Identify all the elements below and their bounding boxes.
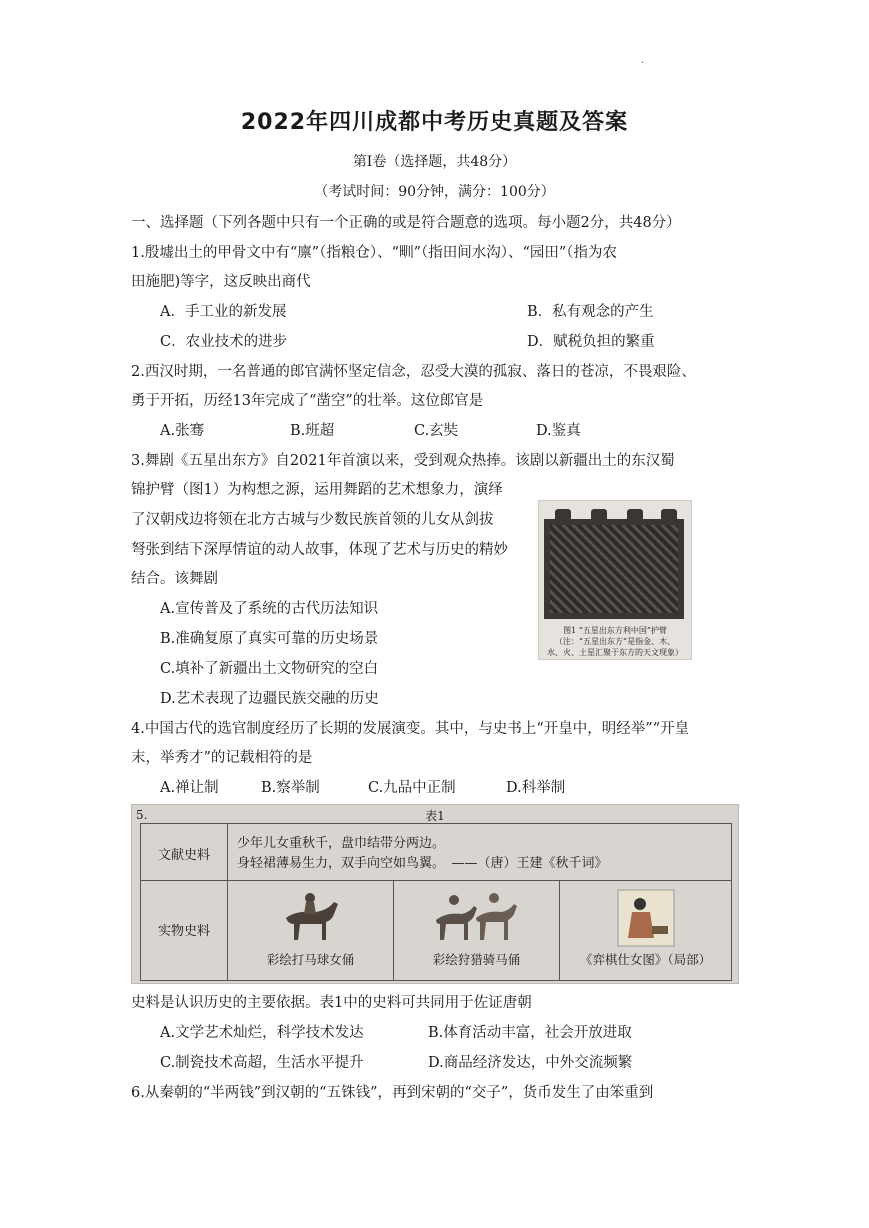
table1-title: 表1 [425,809,445,823]
q2-stem-line2: 勇于开拓，历经13年完成了“凿空”的壮举。这位郎官是 [131,393,484,409]
q3-stem-line3: 了汉朝戍边将领在北方古城与少数民族首领的儿女从剑拔 [131,512,494,528]
header-mark: · [641,58,645,69]
q3-stem-line5: 结合。该舞剧 [131,571,218,587]
q3-option-b: B.准确复原了真实可靠的历史场景 [160,631,379,647]
q3-stem-line1: 3.舞剧《五星出东方》自2021年首演以来，受到观众热捧。该剧以新疆出土的东汉蜀 [131,453,675,469]
horse-figurine-icon [276,888,346,946]
rider-figurines-icon [432,888,522,946]
q4-option-b: B.察举制 [261,780,320,796]
q4-stem-line2: 末，举秀才”的记载相符的是 [131,750,313,766]
q5-option-c: C.制瓷技术高超，生活水平提升 [160,1055,364,1071]
q1-option-c: C．农业技术的进步 [160,334,288,350]
q1-stem-line1: 1.殷墟出土的甲骨文中有“廪”（指粮仓）、“甽”（指田间水沟）、“园田”（指为农 [131,245,618,261]
q2-option-b: B.班超 [290,423,335,439]
table1-grid [140,823,732,981]
q3-option-c: C.填补了新疆出土文物研究的空白 [160,661,379,677]
q4-option-a: A.禅让制 [160,780,219,796]
table1-quote-line2: 身轻裙薄易生力，双手向空如鸟翼。 ——（唐）王建《秋千词》 [237,856,608,871]
q5-stem: 史料是认识历史的主要依据。表1中的史料可共同用于佐证唐朝 [131,995,532,1011]
q3-stem-line4: 弩张到结下深厚情谊的动人故事，体现了艺术与历史的精妙 [131,542,508,558]
q2-option-a: A.张骞 [160,423,205,439]
q5-number: 5. [136,808,148,822]
q3-stem-line2: 锦护臂（图1）为构想之源，运用舞蹈的艺术想象力，演绎 [131,482,503,498]
q4-stem-line1: 4.中国古代的选官制度经历了长期的发展演变。其中，与史书上“开皇中，明经举”“开皇 [131,721,690,737]
section-heading: 一、选择题（下列各题中只有一个正确的或是符合题意的选项。每小题2分，共48分） [131,215,681,231]
artifact-weiqi-painting [560,884,731,976]
artifact-polo-figurine [228,884,393,976]
q6-stem-line1: 6.从秦朝的“半两钱”到汉朝的“五铢钱”，再到宋朝的“交子”，货币发生了由笨重到 [131,1085,654,1101]
exam-info: （考试时间：90分钟，满分：100分） [314,184,555,200]
q3-option-a: A.宣传普及了系统的古代历法知识 [160,601,379,617]
q1-option-b: B．私有观念的产生 [527,304,654,320]
table1-row1-label: 文献史料 [157,848,210,863]
q1-stem-line2: 田施肥)等字，这反映出商代 [131,274,311,290]
q2-stem-line1: 2.西汉时期，一名普通的郎官满怀坚定信念，忍受大漠的孤寂、落日的苍凉，不畏艰险、 [131,364,696,380]
q3-option-d: D.艺术表现了边疆民族交融的历史 [160,691,379,707]
q2-option-c: C.玄奘 [414,423,459,439]
q4-option-c: C.九品中正制 [368,780,456,796]
page-title: 2022年四川成都中考历史真题及答案 [240,110,629,135]
q2-option-d: D.鉴真 [536,423,581,439]
volume-heading: 第Ⅰ卷（选择题，共48分） [352,154,517,170]
table1-row2-label: 实物史料 [157,924,210,939]
artifact1-caption: 彩绘打马球女俑 [266,952,355,967]
q1-option-d: D．赋税负担的繁重 [527,334,655,350]
q5-option-a: A.文学艺术灿烂，科学技术发达 [160,1025,364,1041]
figure1-armguard-photo [538,500,692,660]
q1-option-a: A．手工业的新发展 [160,304,287,320]
painting-icon [616,888,676,948]
artifact-hunting-figurine [394,884,559,976]
table1-photo [131,804,739,984]
artifact3-caption: 《弈棋仕女图》（局部） [579,952,712,967]
figure1-caption: 图1 “五星出东方利中国”护臂 （注：“五星出东方”是指金、木、 水、火、土星汇聚于东方的天文现象） [547,626,683,657]
table1-quote-line1: 少年儿女重秋千，盘巾结带分两边。 [237,836,446,851]
q5-option-d: D.商品经济发达，中外交流频繁 [428,1055,633,1071]
artifact2-caption: 彩绘狩猎骑马俑 [432,952,521,967]
q4-option-d: D.科举制 [506,780,566,796]
q5-option-b: B.体育活动丰富，社会开放进取 [428,1025,632,1041]
